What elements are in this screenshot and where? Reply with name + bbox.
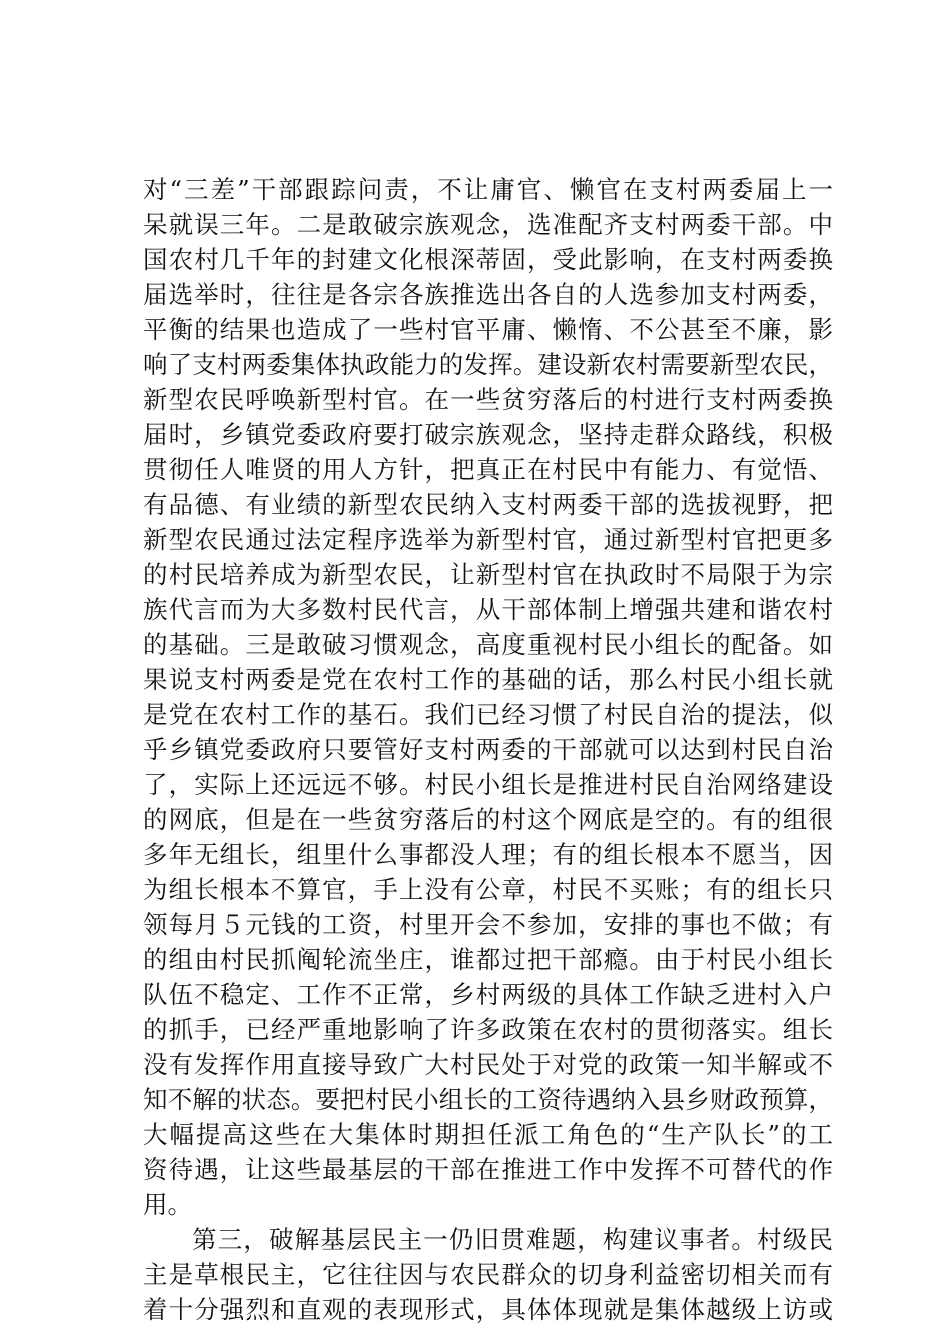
text-line: 是党在农村工作的基石。我们已经习惯了村民自治的提法，似 (143, 700, 833, 729)
text-line: 族代言而为大多数村民代言，从干部体制上增强共建和谐农村 (143, 595, 833, 624)
text-line: 领每月５元钱的工资，村里开会不参加，安排的事也不做；有 (143, 910, 833, 939)
text-line: 知不解的状态。要把村民小组长的工资待遇纳入县乡财政预算， (143, 1085, 833, 1114)
text-line: 新型农民通过法定程序选举为新型村官，通过新型村官把更多 (143, 525, 833, 554)
text-line: 新型农民呼唤新型村官。在一些贫穷落后的村进行支村两委换 (143, 385, 833, 414)
text-line: 国农村几千年的封建文化根深蒂固，受此影响，在支村两委换 (143, 245, 833, 274)
text-line: 响了支村两委集体执政能力的发挥。建设新农村需要新型农民， (143, 350, 833, 379)
text-line: 队伍不稳定、工作不正常，乡村两级的具体工作缺乏进村入户 (143, 980, 833, 1009)
text-line: 的组由村民抓阄轮流坐庄，谁都过把干部瘾。由于村民小组长 (143, 945, 833, 974)
text-line: 的基础。三是敢破习惯观念，高度重视村民小组长的配备。如 (143, 630, 833, 659)
text-line: 呆就误三年。二是敢破宗族观念，选准配齐支村两委干部。中 (143, 210, 833, 239)
text-line: 的村民培养成为新型农民，让新型村官在执政时不局限于为宗 (143, 560, 833, 589)
text-line: 的网底，但是在一些贫穷落后的村这个网底是空的。有的组很 (143, 805, 833, 834)
text-line: 用。 (143, 1190, 192, 1219)
text-line: 届选举时，往往是各宗各族推选出各自的人选参加支村两委， (143, 280, 833, 309)
text-line: 没有发挥作用直接导致广大村民处于对党的政策一知半解或不 (143, 1050, 833, 1079)
text-line: 乎乡镇党委政府只要管好支村两委的干部就可以达到村民自治 (143, 735, 833, 764)
text-line: 了，实际上还远远不够。村民小组长是推进村民自治网络建设 (143, 770, 833, 799)
text-line: 大幅提高这些在大集体时期担任派工角色的“生产队长”的工 (143, 1120, 833, 1149)
body-text (143, 172, 833, 1327)
text-line: 主是草根民主，它往往因与农民群众的切身利益密切相关而有 (143, 1260, 833, 1289)
text-line: 平衡的结果也造成了一些村官平庸、懒惰、不公甚至不廉，影 (143, 315, 833, 344)
text-line: 着十分强烈和直观的表现形式，具体体现就是集体越级上访或 (143, 1295, 833, 1324)
text-line: 对“三差”干部跟踪问责，不让庸官、懒官在支村两委届上一 (143, 175, 833, 204)
text-line: 为组长根本不算官，手上没有公章，村民不买账；有的组长只 (143, 875, 833, 904)
text-line: 有品德、有业绩的新型农民纳入支村两委干部的选拔视野，把 (143, 490, 833, 519)
text-line: 贯彻任人唯贤的用人方针，把真正在村民中有能力、有觉悟、 (143, 455, 833, 484)
text-line: 的抓手，已经严重地影响了许多政策在农村的贯彻落实。组长 (143, 1015, 833, 1044)
text-line: 届时，乡镇党委政府要打破宗族观念，坚持走群众路线，积极 (143, 420, 833, 449)
text-line: 果说支村两委是党在农村工作的基础的话，那么村民小组长就 (143, 665, 833, 694)
text-line: 多年无组长，组里什么事都没人理；有的组长根本不愿当，因 (143, 840, 833, 869)
paragraph-first-line: 第三，破解基层民主一仍旧贯难题，构建议事者。村级民 (192, 1225, 833, 1254)
text-line: 资待遇，让这些最基层的干部在推进工作中发挥不可替代的作 (143, 1155, 833, 1184)
